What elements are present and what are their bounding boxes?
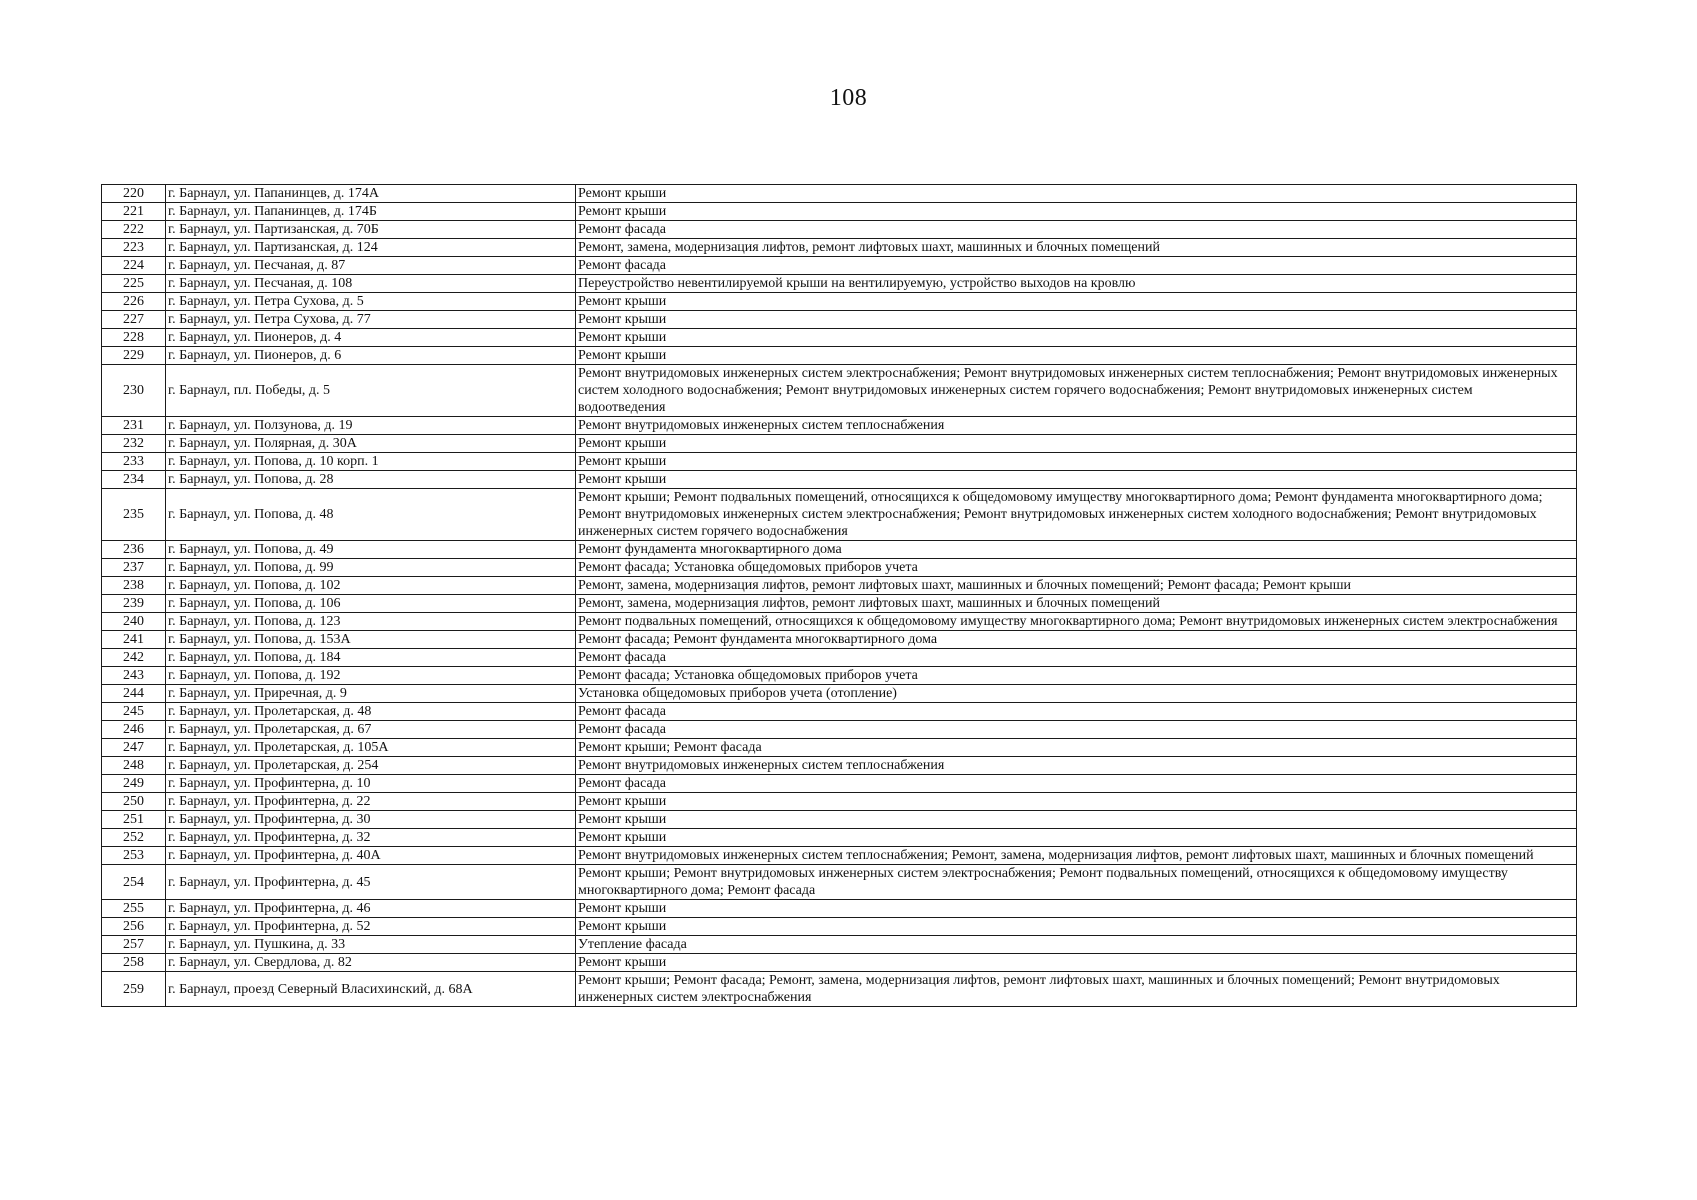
address-cell: г. Барнаул, проезд Северный Власихинский, д. 68А xyxy=(166,972,576,1007)
address-cell: г. Барнаул, ул. Профинтерна, д. 52 xyxy=(166,918,576,936)
row-number: 228 xyxy=(102,329,166,347)
address-cell: г. Барнаул, ул. Пролетарская, д. 67 xyxy=(166,721,576,739)
register-table-body xyxy=(102,185,1577,1007)
repair-register-table xyxy=(101,184,1577,1007)
table-row xyxy=(102,595,1577,613)
table-row xyxy=(102,489,1577,541)
row-number: 251 xyxy=(102,811,166,829)
address-cell: г. Барнаул, ул. Приречная, д. 9 xyxy=(166,685,576,703)
row-number: 248 xyxy=(102,757,166,775)
address-cell: г. Барнаул, пл. Победы, д. 5 xyxy=(166,365,576,417)
work-type-cell: Ремонт фасада; Ремонт фундамента многоквартирного дома xyxy=(576,631,1577,649)
address-cell: г. Барнаул, ул. Партизанская, д. 124 xyxy=(166,239,576,257)
work-type-cell: Ремонт крыши xyxy=(576,471,1577,489)
table-row xyxy=(102,649,1577,667)
address-cell: г. Барнаул, ул. Свердлова, д. 82 xyxy=(166,954,576,972)
row-number: 238 xyxy=(102,577,166,595)
table-row xyxy=(102,329,1577,347)
row-number: 252 xyxy=(102,829,166,847)
address-cell: г. Барнаул, ул. Попова, д. 28 xyxy=(166,471,576,489)
table-row xyxy=(102,829,1577,847)
work-type-cell: Ремонт фасада; Установка общедомовых приборов учета xyxy=(576,667,1577,685)
row-number: 235 xyxy=(102,489,166,541)
address-cell: г. Барнаул, ул. Попова, д. 184 xyxy=(166,649,576,667)
row-number: 220 xyxy=(102,185,166,203)
table-row xyxy=(102,811,1577,829)
row-number: 250 xyxy=(102,793,166,811)
work-type-cell: Ремонт, замена, модернизация лифтов, ремонт лифтовых шахт, машинных и блочных помещений; Ремонт фасада; Ремонт крыши xyxy=(576,577,1577,595)
address-cell: г. Барнаул, ул. Песчаная, д. 108 xyxy=(166,275,576,293)
address-cell: г. Барнаул, ул. Партизанская, д. 70Б xyxy=(166,221,576,239)
table-row xyxy=(102,257,1577,275)
work-type-cell: Ремонт крыши xyxy=(576,203,1577,221)
address-cell: г. Барнаул, ул. Профинтерна, д. 32 xyxy=(166,829,576,847)
row-number: 234 xyxy=(102,471,166,489)
table-row xyxy=(102,703,1577,721)
address-cell: г. Барнаул, ул. Пионеров, д. 4 xyxy=(166,329,576,347)
work-type-cell: Ремонт фасада xyxy=(576,775,1577,793)
work-type-cell: Ремонт крыши xyxy=(576,954,1577,972)
row-number: 258 xyxy=(102,954,166,972)
address-cell: г. Барнаул, ул. Попова, д. 106 xyxy=(166,595,576,613)
work-type-cell: Ремонт подвальных помещений, относящихся к общедомовому имуществу многоквартирного дома; Ремонт внутридомовых инженерных систем электроснабжения xyxy=(576,613,1577,631)
table-row xyxy=(102,311,1577,329)
row-number: 229 xyxy=(102,347,166,365)
address-cell: г. Барнаул, ул. Песчаная, д. 87 xyxy=(166,257,576,275)
row-number: 257 xyxy=(102,936,166,954)
table-row xyxy=(102,721,1577,739)
address-cell: г. Барнаул, ул. Попова, д. 102 xyxy=(166,577,576,595)
table-row xyxy=(102,239,1577,257)
table-row xyxy=(102,185,1577,203)
work-type-cell: Ремонт фасада xyxy=(576,703,1577,721)
work-type-cell: Ремонт крыши xyxy=(576,793,1577,811)
work-type-cell: Ремонт внутридомовых инженерных систем теплоснабжения xyxy=(576,417,1577,435)
work-type-cell: Ремонт фундамента многоквартирного дома xyxy=(576,541,1577,559)
table-row xyxy=(102,417,1577,435)
table-row xyxy=(102,541,1577,559)
work-type-cell: Ремонт фасада; Установка общедомовых приборов учета xyxy=(576,559,1577,577)
table-row xyxy=(102,739,1577,757)
row-number: 231 xyxy=(102,417,166,435)
address-cell: г. Барнаул, ул. Петра Сухова, д. 77 xyxy=(166,311,576,329)
work-type-cell: Ремонт крыши xyxy=(576,829,1577,847)
row-number: 240 xyxy=(102,613,166,631)
work-type-cell: Ремонт крыши xyxy=(576,918,1577,936)
address-cell: г. Барнаул, ул. Профинтерна, д. 45 xyxy=(166,865,576,900)
work-type-cell: Ремонт фасада xyxy=(576,221,1577,239)
address-cell: г. Барнаул, ул. Пушкина, д. 33 xyxy=(166,936,576,954)
address-cell: г. Барнаул, ул. Папанинцев, д. 174Б xyxy=(166,203,576,221)
work-type-cell: Ремонт крыши xyxy=(576,347,1577,365)
work-type-cell: Ремонт крыши xyxy=(576,311,1577,329)
table-row xyxy=(102,918,1577,936)
address-cell: г. Барнаул, ул. Попова, д. 123 xyxy=(166,613,576,631)
work-type-cell: Ремонт крыши xyxy=(576,811,1577,829)
table-row xyxy=(102,293,1577,311)
work-type-cell: Ремонт внутридомовых инженерных систем теплоснабжения xyxy=(576,757,1577,775)
work-type-cell: Ремонт фасада xyxy=(576,721,1577,739)
table-row xyxy=(102,685,1577,703)
work-type-cell: Ремонт крыши; Ремонт фасада xyxy=(576,739,1577,757)
work-type-cell: Ремонт крыши xyxy=(576,185,1577,203)
address-cell: г. Барнаул, ул. Петра Сухова, д. 5 xyxy=(166,293,576,311)
row-number: 253 xyxy=(102,847,166,865)
row-number: 241 xyxy=(102,631,166,649)
address-cell: г. Барнаул, ул. Пролетарская, д. 105А xyxy=(166,739,576,757)
address-cell: г. Барнаул, ул. Полярная, д. 30А xyxy=(166,435,576,453)
row-number: 259 xyxy=(102,972,166,1007)
address-cell: г. Барнаул, ул. Попова, д. 153А xyxy=(166,631,576,649)
work-type-cell: Ремонт крыши xyxy=(576,293,1577,311)
table-row xyxy=(102,453,1577,471)
row-number: 236 xyxy=(102,541,166,559)
table-row xyxy=(102,275,1577,293)
table-row xyxy=(102,559,1577,577)
row-number: 232 xyxy=(102,435,166,453)
table-row xyxy=(102,365,1577,417)
table-row xyxy=(102,900,1577,918)
table-row xyxy=(102,221,1577,239)
row-number: 237 xyxy=(102,559,166,577)
row-number: 256 xyxy=(102,918,166,936)
address-cell: г. Барнаул, ул. Профинтерна, д. 22 xyxy=(166,793,576,811)
address-cell: г. Барнаул, ул. Профинтерна, д. 40А xyxy=(166,847,576,865)
address-cell: г. Барнаул, ул. Ползунова, д. 19 xyxy=(166,417,576,435)
address-cell: г. Барнаул, ул. Профинтерна, д. 30 xyxy=(166,811,576,829)
work-type-cell: Ремонт, замена, модернизация лифтов, ремонт лифтовых шахт, машинных и блочных помещений xyxy=(576,239,1577,257)
address-cell: г. Барнаул, ул. Профинтерна, д. 10 xyxy=(166,775,576,793)
table-row xyxy=(102,972,1577,1007)
work-type-cell: Ремонт крыши xyxy=(576,453,1577,471)
work-type-cell: Ремонт крыши xyxy=(576,900,1577,918)
row-number: 242 xyxy=(102,649,166,667)
row-number: 223 xyxy=(102,239,166,257)
table-row xyxy=(102,613,1577,631)
row-number: 249 xyxy=(102,775,166,793)
address-cell: г. Барнаул, ул. Попова, д. 10 корп. 1 xyxy=(166,453,576,471)
table-row xyxy=(102,847,1577,865)
table-row xyxy=(102,954,1577,972)
row-number: 244 xyxy=(102,685,166,703)
row-number: 226 xyxy=(102,293,166,311)
table-row xyxy=(102,577,1577,595)
work-type-cell: Ремонт фасада xyxy=(576,257,1577,275)
page-number: 108 xyxy=(829,85,868,111)
work-type-cell: Ремонт внутридомовых инженерных систем электроснабжения; Ремонт внутридомовых инженерных систем теплоснабжения; Ремонт внутридомовых инженерных систем холодного водоснабжения; Ремонт внутридомовых инженерных систем горячего водоснабжения; Ремонт внутридомовых инженерных систем водоотведения xyxy=(576,365,1577,417)
work-type-cell: Ремонт крыши; Ремонт внутридомовых инженерных систем электроснабжения; Ремонт подвальных помещений, относящихся к общедомовому имуществу многоквартирного дома; Ремонт фасада xyxy=(576,865,1577,900)
address-cell: г. Барнаул, ул. Попова, д. 99 xyxy=(166,559,576,577)
row-number: 247 xyxy=(102,739,166,757)
row-number: 221 xyxy=(102,203,166,221)
table-row xyxy=(102,471,1577,489)
row-number: 224 xyxy=(102,257,166,275)
address-cell: г. Барнаул, ул. Попова, д. 192 xyxy=(166,667,576,685)
work-type-cell: Ремонт фасада xyxy=(576,649,1577,667)
work-type-cell: Ремонт крыши; Ремонт фасада; Ремонт, замена, модернизация лифтов, ремонт лифтовых шахт, машинных и блочных помещений; Ремонт внутридомовых инженерных систем электроснабжения xyxy=(576,972,1577,1007)
table-row xyxy=(102,936,1577,954)
address-cell: г. Барнаул, ул. Папанинцев, д. 174А xyxy=(166,185,576,203)
row-number: 239 xyxy=(102,595,166,613)
table-row xyxy=(102,757,1577,775)
work-type-cell: Утепление фасада xyxy=(576,936,1577,954)
work-type-cell: Ремонт крыши xyxy=(576,435,1577,453)
row-number: 245 xyxy=(102,703,166,721)
address-cell: г. Барнаул, ул. Попова, д. 48 xyxy=(166,489,576,541)
row-number: 243 xyxy=(102,667,166,685)
row-number: 230 xyxy=(102,365,166,417)
table-row xyxy=(102,793,1577,811)
row-number: 255 xyxy=(102,900,166,918)
work-type-cell: Установка общедомовых приборов учета (отопление) xyxy=(576,685,1577,703)
address-cell: г. Барнаул, ул. Профинтерна, д. 46 xyxy=(166,900,576,918)
table-row xyxy=(102,775,1577,793)
work-type-cell: Ремонт внутридомовых инженерных систем теплоснабжения; Ремонт, замена, модернизация лифтов, ремонт лифтовых шахт, машинных и блочных помещений xyxy=(576,847,1577,865)
row-number: 227 xyxy=(102,311,166,329)
table-row xyxy=(102,203,1577,221)
work-type-cell: Ремонт, замена, модернизация лифтов, ремонт лифтовых шахт, машинных и блочных помещений xyxy=(576,595,1577,613)
address-cell: г. Барнаул, ул. Пионеров, д. 6 xyxy=(166,347,576,365)
table-row xyxy=(102,667,1577,685)
row-number: 246 xyxy=(102,721,166,739)
table-row xyxy=(102,435,1577,453)
table-row xyxy=(102,631,1577,649)
row-number: 225 xyxy=(102,275,166,293)
work-type-cell: Ремонт крыши xyxy=(576,329,1577,347)
address-cell: г. Барнаул, ул. Попова, д. 49 xyxy=(166,541,576,559)
address-cell: г. Барнаул, ул. Пролетарская, д. 48 xyxy=(166,703,576,721)
address-cell: г. Барнаул, ул. Пролетарская, д. 254 xyxy=(166,757,576,775)
work-type-cell: Переустройство невентилируемой крыши на вентилируемую, устройство выходов на кровлю xyxy=(576,275,1577,293)
table-row xyxy=(102,347,1577,365)
row-number: 254 xyxy=(102,865,166,900)
row-number: 233 xyxy=(102,453,166,471)
row-number: 222 xyxy=(102,221,166,239)
work-type-cell: Ремонт крыши; Ремонт подвальных помещений, относящихся к общедомовому имуществу многоквартирного дома; Ремонт фундамента многоквартирного дома; Ремонт внутридомовых инженерных систем электроснабжения; Ремонт внутридомовых инженерных систем холодного водоснабжения; Ремонт внутридомовых инженерных систем горячего водоснабжения xyxy=(576,489,1577,541)
table-row xyxy=(102,865,1577,900)
